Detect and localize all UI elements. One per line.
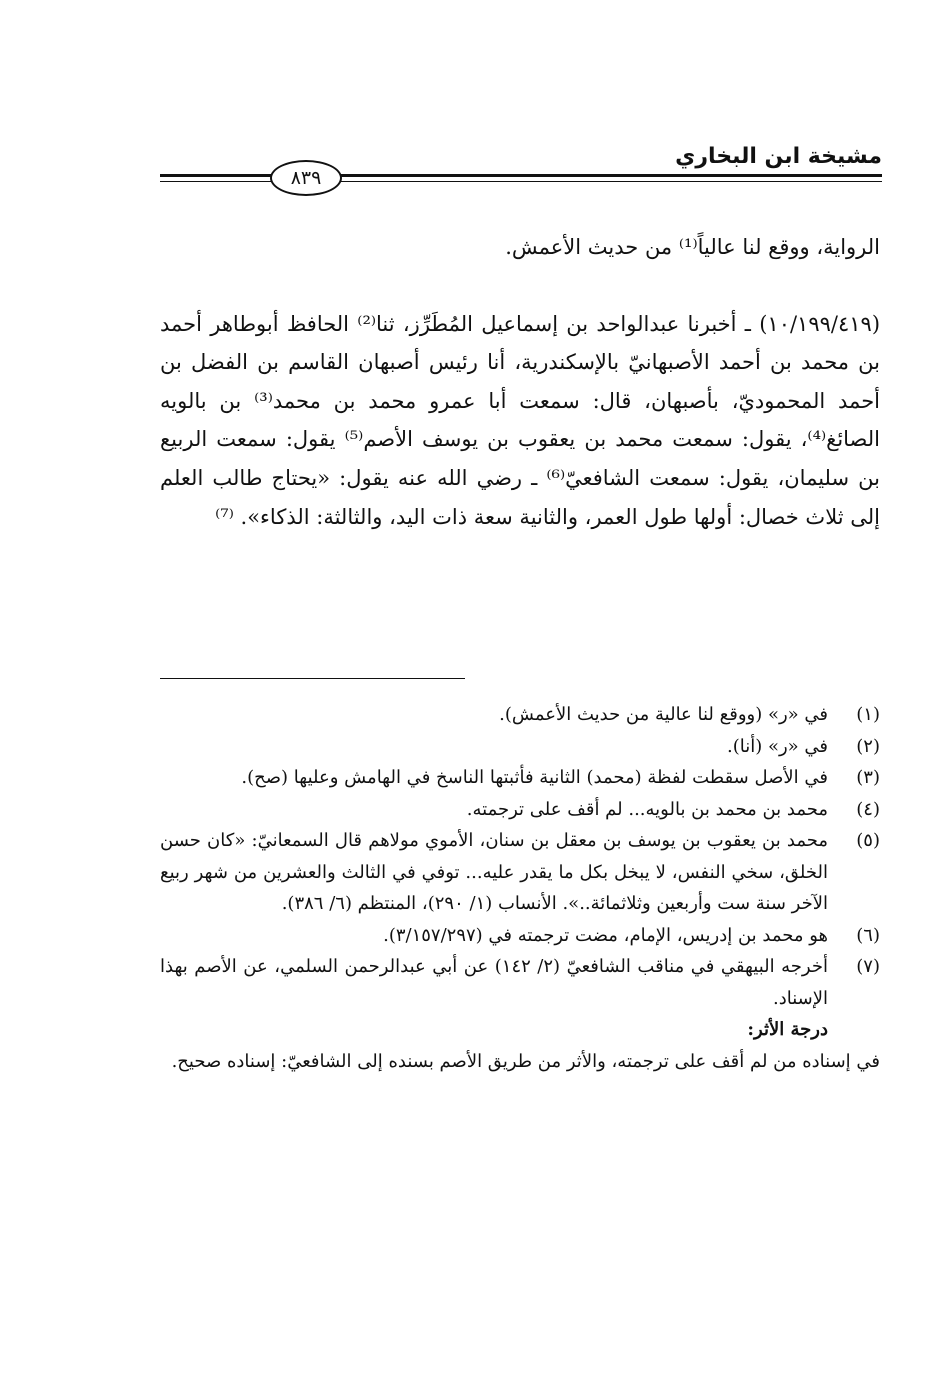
footnote-text: في «ر» (ووقع لنا عالية من حديث الأعمش). xyxy=(499,704,828,725)
grade-text: في إسناده من لم أقف على ترجمته، والأثر من طريق الأصم بسنده إلى الشافعيّ: إسناده صحيح. xyxy=(171,1050,880,1072)
footnotes xyxy=(160,699,880,1077)
footnote xyxy=(160,794,880,826)
grade-heading: درجة الأثر: xyxy=(747,1019,828,1040)
running-title: مشيخة ابن البخاري xyxy=(675,144,882,169)
header-rule-thin xyxy=(160,181,882,182)
body-paragraph-2: (١٠/١٩٩/٤١٩) ـ أخبرنا عبدالواحد بن إسماعيل المُطَرِّز، ثنا⁽²⁾ الحافظ أبوطاهر أحمد بن محمد بن أحمد الأصبهانيّ بالإسكندرية، أنا رئيس أصبهان القاسم بن الفضل بن أحمد المحموديّ، بأصبهان، قال: سمعت أبا عمرو محمد بن محمد⁽³⁾ بن بالويه الصائغ⁽⁴⁾، يقول: سمعت محمد بن يعقوب بن يوسف الأصم⁽⁵⁾ يقول: سمعت الربيع بن سليمان، يقول: سمعت الشافعيّ⁽⁶⁾ ـ رضي الله عنه يقول: «يحتاج طالب العلم إلى ثلاث خصال: أولها طول العمر، والثانية سعة ذات اليد، والثالثة: الذكاء». ⁽⁷⁾ xyxy=(160,311,881,529)
footnote xyxy=(160,825,880,920)
footnote xyxy=(160,951,880,1014)
footnote xyxy=(160,731,880,763)
footnote-number: (٥) xyxy=(856,830,880,851)
footnote xyxy=(160,762,880,794)
footnote-text: في الأصل سقطت لفظة (محمد) الثانية فأثبتها الناسخ في الهامش وعليها (صح). xyxy=(241,767,828,788)
footnote xyxy=(160,699,880,731)
footnote-text: أخرجه البيهقي في مناقب الشافعيّ (٢/ ١٤٢) عن أبي عبدالرحمن السلمي، عن الأصم بهذا الإسناد. xyxy=(160,956,828,1009)
page-number: ٨٣٩ xyxy=(270,160,342,196)
footnote-number: (٣) xyxy=(856,767,880,788)
body-paragraph-1: الرواية، ووقع لنا عالياً⁽¹⁾ من حديث الأعمش. xyxy=(505,235,880,259)
footnote xyxy=(160,920,880,952)
footnote-text: هو محمد بن إدريس، الإمام، مضت ترجمته في (٣/١٥٧/٢٩٧). xyxy=(383,924,828,946)
header-rule-thick xyxy=(160,174,882,177)
footnote-number: (٦) xyxy=(856,924,880,946)
footnote-number: (٤) xyxy=(856,798,880,820)
footnote-number: (٢) xyxy=(856,735,880,757)
footnote-text: في «ر» (أنا). xyxy=(726,735,828,757)
main-text xyxy=(160,228,880,536)
footnote-text: محمد بن يعقوب بن يوسف بن معقل بن سنان، الأموي مولاهم قال السمعانيّ: «كان حسن الخلق، سخي النفس، لا يبخل بكل ما يقدر عليه... توفي في الثالث والعشرين من شهر ربيع الآخر سنة ست وأربعين وثلاثمائة..». الأنساب (١/ ٢٩٠)، المنتظم (٦/ ٣٨٦). xyxy=(160,830,828,914)
footnote-number: (٧) xyxy=(856,956,880,977)
grade-section xyxy=(160,1014,880,1046)
footnote-text: محمد بن محمد بن بالويه... لم أقف على ترجمته. xyxy=(466,798,828,820)
footnote-separator xyxy=(160,678,465,679)
page-header xyxy=(160,140,882,200)
footnote-number: (١) xyxy=(856,704,880,725)
